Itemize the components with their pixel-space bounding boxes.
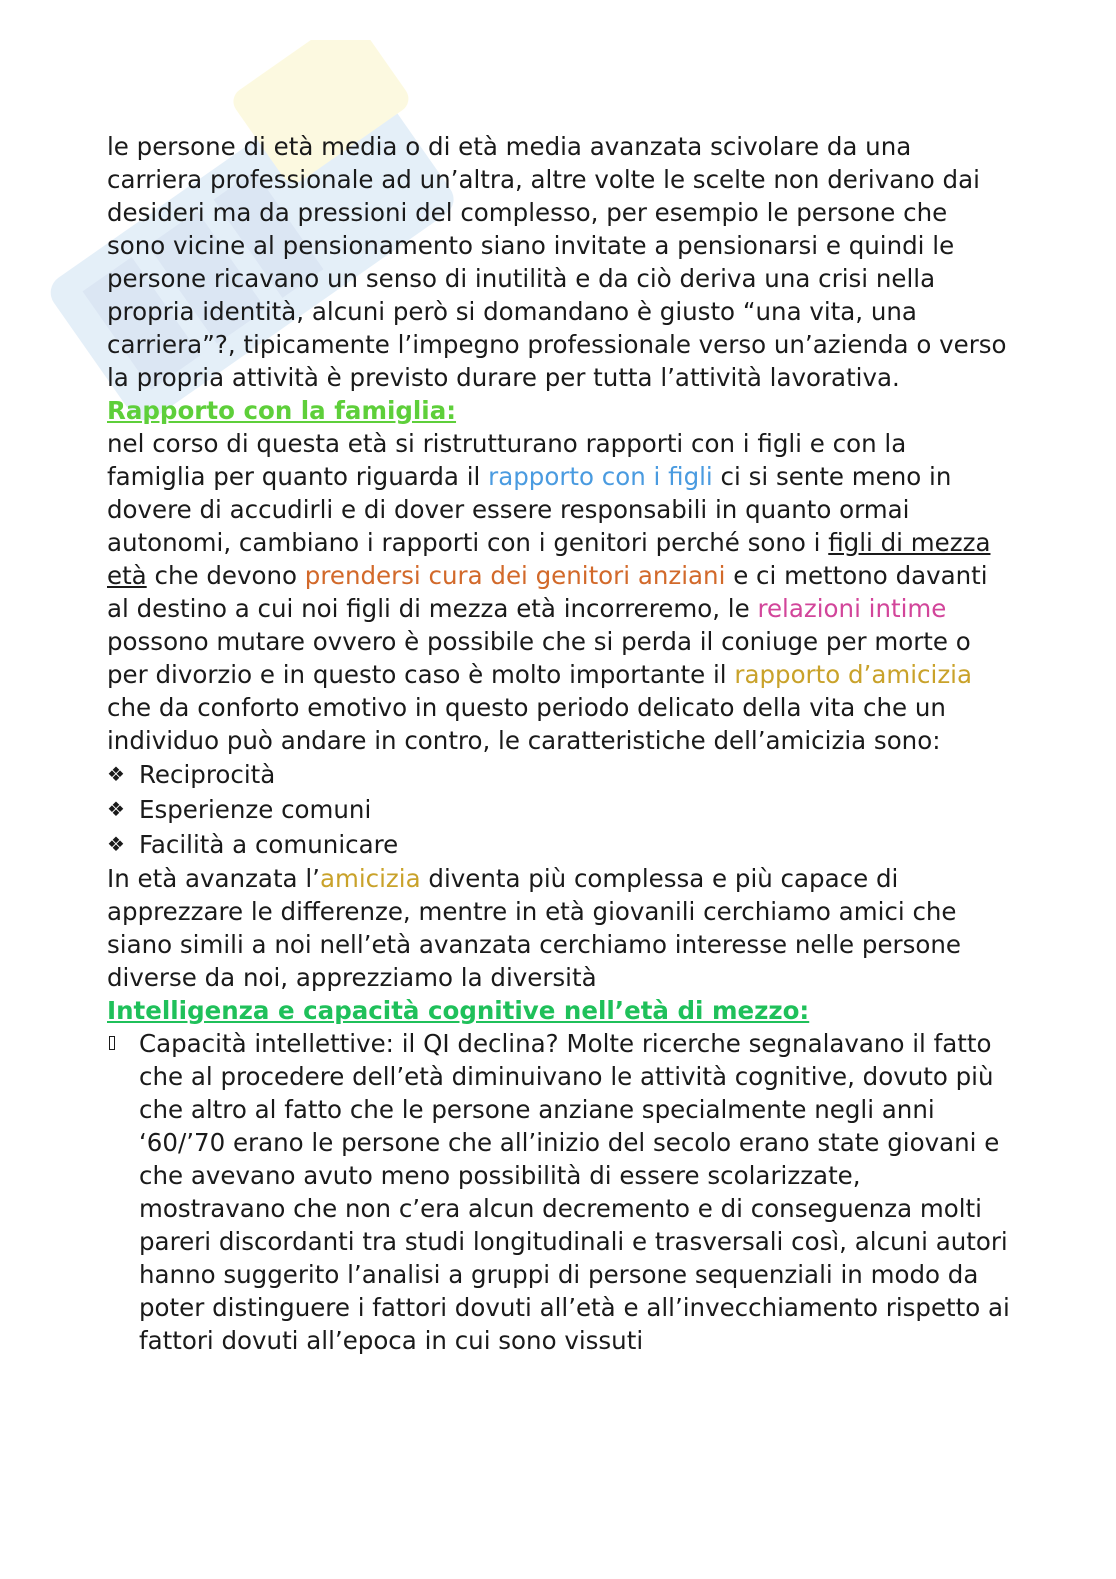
text-segment: che devono bbox=[146, 561, 305, 590]
diamond-bullet-icon: ❖ bbox=[107, 762, 125, 786]
intro-paragraph: le persone di età media o di età media avanzata scivolare da una carriera professionale ad un’altra, altre volte le scelte non derivano dai desideri ma da pressioni del complesso, per esempio le persone che sono vicine al pensionamento siano invitate a pensionarsi e quindi le persone ricavano un senso di inutilità e da ciò deriva una crisi nella propria identità, alcuni però si domandano è giusto “una vita, una carriera”?, tipicamente l’impegno professionale verso un’azienda o verso la propria attività è previsto durare per tutta l’attività lavorativa. bbox=[107, 132, 1007, 392]
diamond-bullet-icon: ❖ bbox=[107, 797, 125, 821]
list-item-text: Capacità intellettive: il QI declina? Molte ricerche segnalavano il fatto che al procedere dell’età diminuivano le attività cognitive, dovuto più che altro al fatto che le persone anziane specialmente negli anni ‘60/’70 erano le persone che all’inizio del secolo erano state giovani e che avevano avuto meno possibilità di essere scolarizzate, mostravano che non c’era alcun decremento e di conseguenza molti pareri discordanti tra studi longitudinali e trasversali così, alcuni autori hanno suggerito l’analisi a gruppi di persone sequenziali in modo da poter distinguere i fattori dovuti all’età e all’invecchiamento rispetto ai fattori dovuti all’epoca in cui sono vissuti bbox=[139, 1029, 1010, 1355]
diamond-bullet-icon: ❖ bbox=[107, 832, 125, 856]
list-item bbox=[107, 757, 1012, 792]
famiglia-paragraph bbox=[107, 427, 1012, 757]
section-heading-famiglia: Rapporto con la famiglia: bbox=[107, 396, 457, 425]
eta-avanzata-paragraph bbox=[107, 862, 1012, 994]
text-segment: e ci mettono davanti al destino a cui noi figli di mezza età incorreremo, le bbox=[107, 561, 988, 623]
intelligenza-list bbox=[107, 1027, 1012, 1357]
amicizia-characteristics-list bbox=[107, 757, 1012, 862]
list-item-label: Facilità a comunicare bbox=[139, 830, 399, 859]
text-segment: In età avanzata l’ bbox=[107, 864, 320, 893]
square-bullet-icon bbox=[109, 1036, 115, 1050]
highlight-relazioni-intime: relazioni intime bbox=[757, 594, 947, 623]
list-item bbox=[107, 1027, 1012, 1357]
list-item bbox=[107, 827, 1012, 862]
text-segment: che da conforto emotivo in questo periodo delicato della vita che un individuo può andare in contro, le caratteristiche dell’amicizia sono: bbox=[107, 693, 946, 755]
highlight-rapporto-figli: rapporto con i figli bbox=[488, 462, 713, 491]
highlight-amicizia: amicizia bbox=[319, 864, 421, 893]
list-item-label: Reciprocità bbox=[139, 760, 276, 789]
highlight-rapporto-amicizia: rapporto d’amicizia bbox=[734, 660, 972, 689]
section-heading-intelligenza: Intelligenza e capacità cognitive nell’età di mezzo: bbox=[107, 996, 810, 1025]
document-page bbox=[107, 130, 1012, 1357]
list-item-label: Esperienze comuni bbox=[139, 795, 372, 824]
list-item bbox=[107, 792, 1012, 827]
highlight-cura-genitori: prendersi cura dei genitori anziani bbox=[304, 561, 726, 590]
underlined-figli-mezza-eta: figli di mezza età bbox=[107, 528, 991, 590]
text-segment: possono mutare ovvero è possibile che si perda il coniuge per morte o per divorzio e in questo caso è molto importante il bbox=[107, 627, 971, 689]
text-segment: ci si sente meno in dovere di accudirli e di dover essere responsabili in quanto ormai autonomi, cambiano i rapporti con i genitori perché sono i bbox=[107, 462, 952, 557]
text-segment: diventa più complessa e più capace di apprezzare le differenze, mentre in età giovanili cerchiamo amici che siano simili a noi nell’età avanzata cerchiamo interesse nelle persone diverse da noi, apprezziamo la diversità bbox=[107, 864, 961, 992]
text-segment: nel corso di questa età si ristrutturano rapporti con i figli e con la famiglia per quanto riguarda il bbox=[107, 429, 907, 491]
